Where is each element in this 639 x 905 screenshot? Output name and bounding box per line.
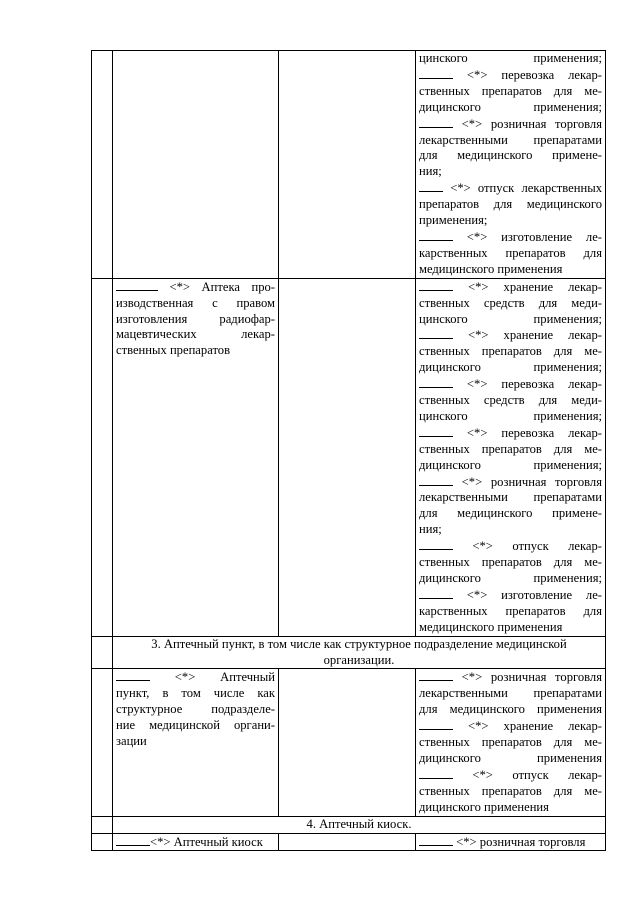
right-text-line bbox=[419, 84, 602, 100]
right-line-text: ственных препаратов для ме- bbox=[419, 783, 602, 798]
right-text-line bbox=[419, 751, 602, 767]
table-row bbox=[92, 833, 606, 851]
right-text-line bbox=[419, 344, 602, 360]
right-line-text: <*> отпуск лекарственных bbox=[443, 181, 602, 196]
right-text-line bbox=[419, 409, 602, 425]
left-line-text: структурное подразделе- bbox=[116, 702, 275, 717]
left-text-line bbox=[116, 296, 275, 312]
fill-in-blank bbox=[419, 229, 453, 241]
works-list-cell bbox=[416, 51, 606, 279]
right-text-line bbox=[419, 246, 602, 262]
right-text-line bbox=[419, 116, 602, 133]
right-text-line bbox=[419, 669, 602, 686]
right-text-line bbox=[419, 296, 602, 312]
right-line-text: дицинского применения; bbox=[419, 571, 602, 585]
left-line-text: <*> Аптека про- bbox=[158, 279, 275, 294]
left-text-line bbox=[116, 312, 275, 328]
number-cell bbox=[92, 833, 113, 851]
right-line-text: медицинского применения bbox=[419, 261, 563, 276]
pharmacy-type-cell bbox=[113, 278, 279, 636]
right-line-text: карственных препаратов для bbox=[419, 603, 602, 618]
right-line-text: ственных препаратов для ме- bbox=[419, 441, 602, 456]
empty-cell bbox=[279, 51, 416, 279]
right-line-text: ственных препаратов для ме- bbox=[419, 735, 602, 750]
right-text-line bbox=[419, 686, 602, 702]
right-line-text: <*> изготовление ле- bbox=[453, 229, 602, 244]
fill-in-blank bbox=[419, 116, 453, 128]
fill-in-blank bbox=[419, 67, 453, 79]
right-text-line bbox=[419, 522, 602, 538]
fill-in-blank bbox=[419, 327, 453, 339]
right-text-line bbox=[419, 604, 602, 620]
right-line-text: дицинского применения; bbox=[419, 457, 602, 472]
left-line-text: ние медицинской органи- bbox=[116, 718, 275, 733]
left-text-line bbox=[116, 702, 275, 718]
fill-in-blank bbox=[116, 834, 150, 846]
right-line-text: <*> хранение лекар- bbox=[453, 719, 602, 734]
right-line-text: <*> перевозка лекар- bbox=[453, 425, 602, 440]
right-line-text: <*> перевозка лекар- bbox=[453, 67, 602, 82]
fill-in-blank bbox=[419, 279, 453, 291]
left-text-line bbox=[116, 327, 275, 343]
table-row bbox=[92, 278, 606, 636]
fill-in-blank bbox=[419, 376, 453, 388]
right-text-line bbox=[419, 67, 602, 84]
works-list-cell bbox=[416, 278, 606, 636]
left-text-line bbox=[116, 669, 275, 686]
right-text-line bbox=[419, 327, 602, 344]
left-line-text: ственных препаратов bbox=[116, 343, 231, 358]
left-text-line bbox=[116, 718, 275, 734]
fill-in-blank bbox=[419, 474, 453, 486]
right-line-text: лекарственными препаратами bbox=[419, 686, 602, 701]
pharmacy-type-cell bbox=[113, 51, 279, 279]
right-line-text: лекарственными препаратами bbox=[419, 132, 602, 147]
left-line-text: мацевтических лекар- bbox=[116, 327, 275, 342]
right-text-line bbox=[419, 51, 602, 67]
works-list-cell bbox=[416, 669, 606, 816]
right-line-text: ственных средств для меди- bbox=[419, 295, 602, 310]
right-line-text: ния; bbox=[419, 164, 442, 179]
right-text-line bbox=[419, 133, 602, 149]
right-text-line bbox=[419, 229, 602, 246]
empty-cell bbox=[279, 669, 416, 816]
right-text-line bbox=[419, 555, 602, 571]
fill-in-blank bbox=[419, 669, 453, 681]
right-text-line bbox=[419, 718, 602, 735]
right-text-line bbox=[419, 735, 602, 751]
right-line-text: ственных препаратов для ме- bbox=[419, 555, 602, 570]
number-cell bbox=[92, 636, 113, 669]
right-line-text: для медицинского примене- bbox=[419, 506, 602, 521]
fill-in-blank bbox=[419, 767, 453, 779]
right-line-text: цинского применения; bbox=[419, 51, 602, 65]
empty-cell bbox=[279, 278, 416, 636]
right-text-line bbox=[419, 474, 602, 491]
right-text-line bbox=[419, 197, 602, 213]
right-text-line bbox=[419, 393, 602, 409]
right-line-text: <*> хранение лекар- bbox=[453, 279, 602, 294]
right-line-text: <*> перевозка лекар- bbox=[453, 377, 602, 392]
left-line-text: <*> Аптечный bbox=[150, 670, 275, 685]
right-text-line bbox=[419, 800, 602, 816]
right-text-line bbox=[419, 506, 602, 522]
right-text-line bbox=[419, 148, 602, 164]
table-row bbox=[92, 669, 606, 816]
right-text-line bbox=[419, 458, 602, 474]
left-text-line bbox=[116, 686, 275, 702]
right-line-text: <*> отпуск лекар- bbox=[453, 767, 602, 782]
right-line-text: дицинского применения bbox=[419, 750, 602, 765]
left-text-line bbox=[116, 734, 275, 750]
left-text-line bbox=[116, 834, 275, 851]
right-text-line bbox=[419, 100, 602, 116]
left-line-text: изводственная с правом bbox=[116, 295, 275, 310]
works-list-cell bbox=[416, 833, 606, 851]
right-line-text: ственных средств для меди- bbox=[419, 393, 602, 408]
table-body bbox=[92, 51, 606, 851]
fill-in-blank bbox=[419, 180, 443, 192]
pharmacy-type-cell bbox=[113, 669, 279, 816]
section-heading: 4. Аптечный киоск. bbox=[113, 816, 606, 833]
right-text-line bbox=[419, 784, 602, 800]
left-line-text: <*> Аптечный киоск bbox=[150, 834, 263, 849]
fill-in-blank bbox=[116, 279, 158, 291]
right-text-line bbox=[419, 312, 602, 328]
right-line-text: лекарственными препаратами bbox=[419, 490, 602, 505]
table-row bbox=[92, 51, 606, 279]
right-text-line bbox=[419, 620, 602, 636]
right-line-text: <*> розничная торговля bbox=[453, 116, 602, 131]
right-line-text: препаратов для медицинского bbox=[419, 197, 602, 212]
fill-in-blank bbox=[419, 834, 453, 846]
left-text-line bbox=[116, 279, 275, 296]
right-text-line bbox=[419, 180, 602, 197]
right-line-text: дицинского применения bbox=[419, 799, 549, 814]
right-line-text: <*> розничная торговля bbox=[453, 474, 602, 489]
section-row bbox=[92, 816, 606, 833]
right-line-text: цинского применения; bbox=[419, 408, 602, 423]
number-cell bbox=[92, 669, 113, 816]
right-text-line bbox=[419, 538, 602, 555]
number-cell bbox=[92, 51, 113, 279]
license-works-table bbox=[91, 50, 606, 851]
right-line-text: карственных препаратов для bbox=[419, 245, 602, 260]
right-line-text: медицинского применения bbox=[419, 619, 563, 634]
right-text-line bbox=[419, 425, 602, 442]
number-cell bbox=[92, 816, 113, 833]
right-text-line bbox=[419, 587, 602, 604]
fill-in-blank bbox=[419, 538, 453, 550]
right-line-text: для медицинского примене- bbox=[419, 148, 602, 163]
right-line-text: <*> розничная торговля bbox=[453, 670, 602, 685]
right-text-line bbox=[419, 490, 602, 506]
pharmacy-type-cell bbox=[113, 833, 279, 851]
left-text-line bbox=[116, 343, 275, 359]
right-line-text: <*> розничная торговля bbox=[453, 834, 586, 849]
right-line-text: для медицинского применения bbox=[419, 702, 602, 717]
right-text-line bbox=[419, 702, 602, 718]
right-line-text: ния; bbox=[419, 522, 442, 537]
right-line-text: <*> хранение лекар- bbox=[453, 328, 602, 343]
section-row bbox=[92, 636, 606, 669]
right-line-text: применения; bbox=[419, 213, 488, 228]
right-text-line bbox=[419, 376, 602, 393]
fill-in-blank bbox=[419, 718, 453, 730]
right-text-line bbox=[419, 360, 602, 376]
fill-in-blank bbox=[116, 669, 150, 681]
number-cell bbox=[92, 278, 113, 636]
right-text-line bbox=[419, 213, 602, 229]
right-line-text: ственных препаратов для ме- bbox=[419, 344, 602, 359]
empty-cell bbox=[279, 833, 416, 851]
left-line-text: пункт, в том числе как bbox=[116, 686, 275, 701]
right-line-text: дицинского применения; bbox=[419, 99, 602, 114]
right-text-line bbox=[419, 164, 602, 180]
fill-in-blank bbox=[419, 587, 453, 599]
right-text-line bbox=[419, 279, 602, 296]
right-text-line bbox=[419, 834, 602, 851]
section-heading: 3. Аптечный пункт, в том числе как структурное подразделение медицинской организации. bbox=[113, 636, 606, 669]
left-line-text: изготовления радиофар- bbox=[116, 311, 275, 326]
right-text-line bbox=[419, 262, 602, 278]
right-line-text: <*> изготовление ле- bbox=[453, 587, 602, 602]
right-line-text: ственных препаратов для ме- bbox=[419, 83, 602, 98]
right-line-text: цинского применения; bbox=[419, 311, 602, 326]
right-line-text: <*> отпуск лекар- bbox=[453, 539, 602, 554]
right-text-line bbox=[419, 571, 602, 587]
right-line-text: дицинского применения; bbox=[419, 360, 602, 375]
right-text-line bbox=[419, 767, 602, 784]
left-line-text: зации bbox=[116, 734, 147, 749]
fill-in-blank bbox=[419, 425, 453, 437]
right-text-line bbox=[419, 442, 602, 458]
